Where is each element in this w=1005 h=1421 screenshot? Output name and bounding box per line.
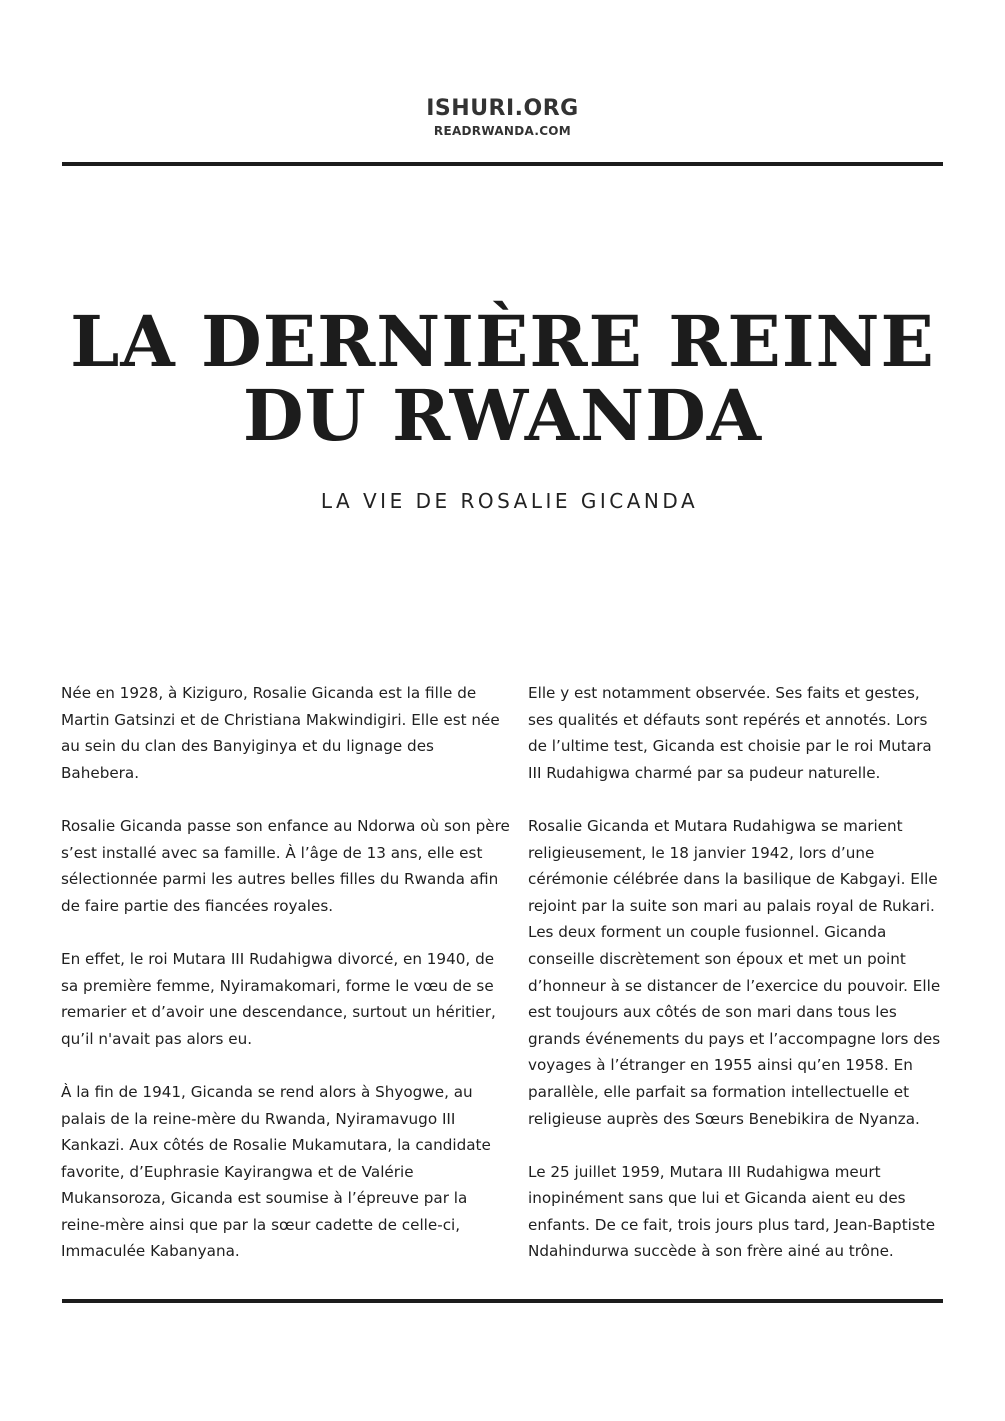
title-line-2: DU RWANDA — [242, 374, 763, 457]
paragraph: Née en 1928, à Kiziguro, Rosalie Gicanda est la fille de Martin Gatsinzi et de Christiana Makwindigiri. Elle est née au sein du clan des Banyiginya et du lignage des Bahebera. — [61, 684, 500, 782]
right-text-column — [528, 680, 948, 1265]
site-header — [0, 96, 1005, 138]
paragraph: Le 25 juillet 1959, Mutara III Rudahigwa meurt inopinément sans que lui et Gicanda aient eu des enfants. De ce fait, trois jours plus tard, Jean-Baptiste Ndahindurwa succède à son frère ainé au trône. — [528, 1162, 936, 1261]
paragraph: Rosalie Gicanda passe son enfance au Ndorwa où son père s’est installé avec sa famille. À l’âge de 13 ans, elle est sélectionnée parmi les autres belles filles du Rwanda afin de faire partie des fiancées royales. — [61, 816, 510, 915]
site-name: ISHURI.ORG — [426, 96, 579, 121]
paragraph: Rosalie Gicanda et Mutara Rudahigwa se marient religieusement, le 18 janvier 1942, lors d’une cérémonie célébrée dans la basilique de Kabgayi. Elle rejoint par la suite son mari au palais royal de Rukari. Les deux forment un couple fusionnel. Gicanda conseille discrètement son époux et met un point d’honneur à se distancer de l’exercice du pouvoir. Elle est toujours aux côtés de son mari dans tous les grands événements du pays et l’accompagne lors des voyages à l’étranger en 1955 ainsi qu’en 1958. En parallèle, elle parfait sa formation intellectuelle et religieuse auprès des Sœurs Benebikira de Nyanza. — [528, 816, 941, 1128]
title-line-1: LA DERNIÈRE REINE — [70, 300, 935, 383]
bottom-divider — [62, 1299, 943, 1303]
site-subtitle: READRWANDA.COM — [433, 124, 572, 138]
page-title — [0, 300, 1005, 457]
paragraph: À la fin de 1941, Gicanda se rend alors à Shyogwe, au palais de la reine-mère du Rwanda, Nyiramavugo III Kankazi. Aux côtés de Rosalie Mukamutara, la candidate favorite, d’Euphrasie Kayirangwa et de Valérie Mukansoroza, Gicanda est soumise à l’épreuve par la reine-mère ainsi que par la sœur cadette de celle-ci, Immaculée Kabanyana. — [61, 1082, 491, 1261]
paragraph: Elle y est notamment observée. Ses faits et gestes, ses qualités et défauts sont repérés et annotés. Lors de l’ultime test, Gicanda est choisie par le roi Mutara III Rudahigwa charmé par sa pudeur naturelle. — [528, 684, 932, 782]
top-divider — [62, 162, 943, 166]
page-subtitle: LA VIE DE ROSALIE GICANDA — [320, 489, 699, 513]
left-text-column — [61, 680, 511, 1265]
paragraph: En effet, le roi Mutara III Rudahigwa divorcé, en 1940, de sa première femme, Nyiramakomari, forme le vœu de se remarier et d’avoir une descendance, surtout un héritier, qu’il n'avait pas alors eu. — [61, 949, 496, 1048]
